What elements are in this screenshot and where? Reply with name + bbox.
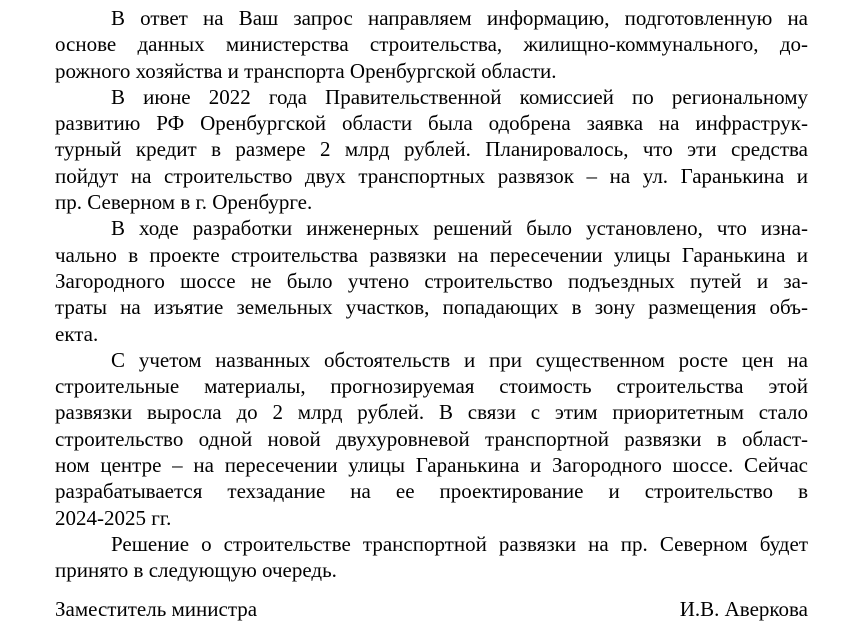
paragraph-4-line-5: ном центре – на пересечении улицы Гаранькина и Загородного шоссе. Сейчас [55,453,808,478]
paragraph-4-line-2: строительные материалы, прогнозируемая стоимость строительства этой [55,374,808,399]
paragraph-1-line-1: В ответ на Ваш запрос направляем информацию, подготовленную на [111,6,808,30]
paragraph-3-line-5: екта. [55,321,99,346]
paragraph-4-line-7: 2024-2025 гг. [55,505,172,530]
signature-row [55,596,808,622]
paragraph-1-line-3: рожного хозяйства и транспорта Оренбургской области. [55,58,557,83]
paragraph-5-line-2: принято в следующую очередь. [55,558,337,583]
paragraph-2-line-2: развитию РФ Оренбургской области была одобрена заявка на инфраструк- [55,111,808,136]
document-body [55,5,808,584]
signature-name: И.В. Аверкова [679,596,808,621]
paragraph-4-line-4: строительство одной новой двухуровневой транспортной развязки в област- [55,426,808,451]
paragraph-3-line-2: чально в проекте строительства развязки на пересечении улицы Гаранькина и [55,242,808,267]
paragraph-3-line-4: траты на изъятие земельных участков, попадающих в зону размещения объ- [55,295,808,320]
paragraph-1-line-2: основе данных министерства строительства, жилищно-коммунального, до- [55,32,808,57]
paragraph-2-line-4: пойдут на строительство двух транспортных развязок – на ул. Гаранькина и [55,163,808,188]
signature-position: Заместитель министра [55,596,258,621]
paragraph-2-line-1: В июне 2022 года Правительственной комиссией по региональному [111,84,808,109]
paragraph-2-line-3: турный кредит в размере 2 млрд рублей. Планировалось, что эти средства [55,137,808,162]
paragraph-5-line-1: Решение о строительстве транспортной развязки на пр. Северном будет [111,531,808,556]
paragraph-2-line-5: пр. Северном в г. Оренбурге. [55,190,313,215]
paragraph-4-line-1: С учетом названных обстоятельств и при существенном росте цен на [111,347,808,372]
paragraph-4-line-3: развязки выросла до 2 млрд рублей. В связи с этим приоритетным стало [55,400,808,425]
paragraph-3-line-1: В ходе разработки инженерных решений было установлено, что изна- [111,216,808,241]
paragraph-3-line-3: Загородного шоссе не было учтено строительство подъездных путей и за- [55,268,808,293]
paragraph-4-line-6: разрабатывается техзадание на ее проектирование и строительство в [55,479,808,504]
